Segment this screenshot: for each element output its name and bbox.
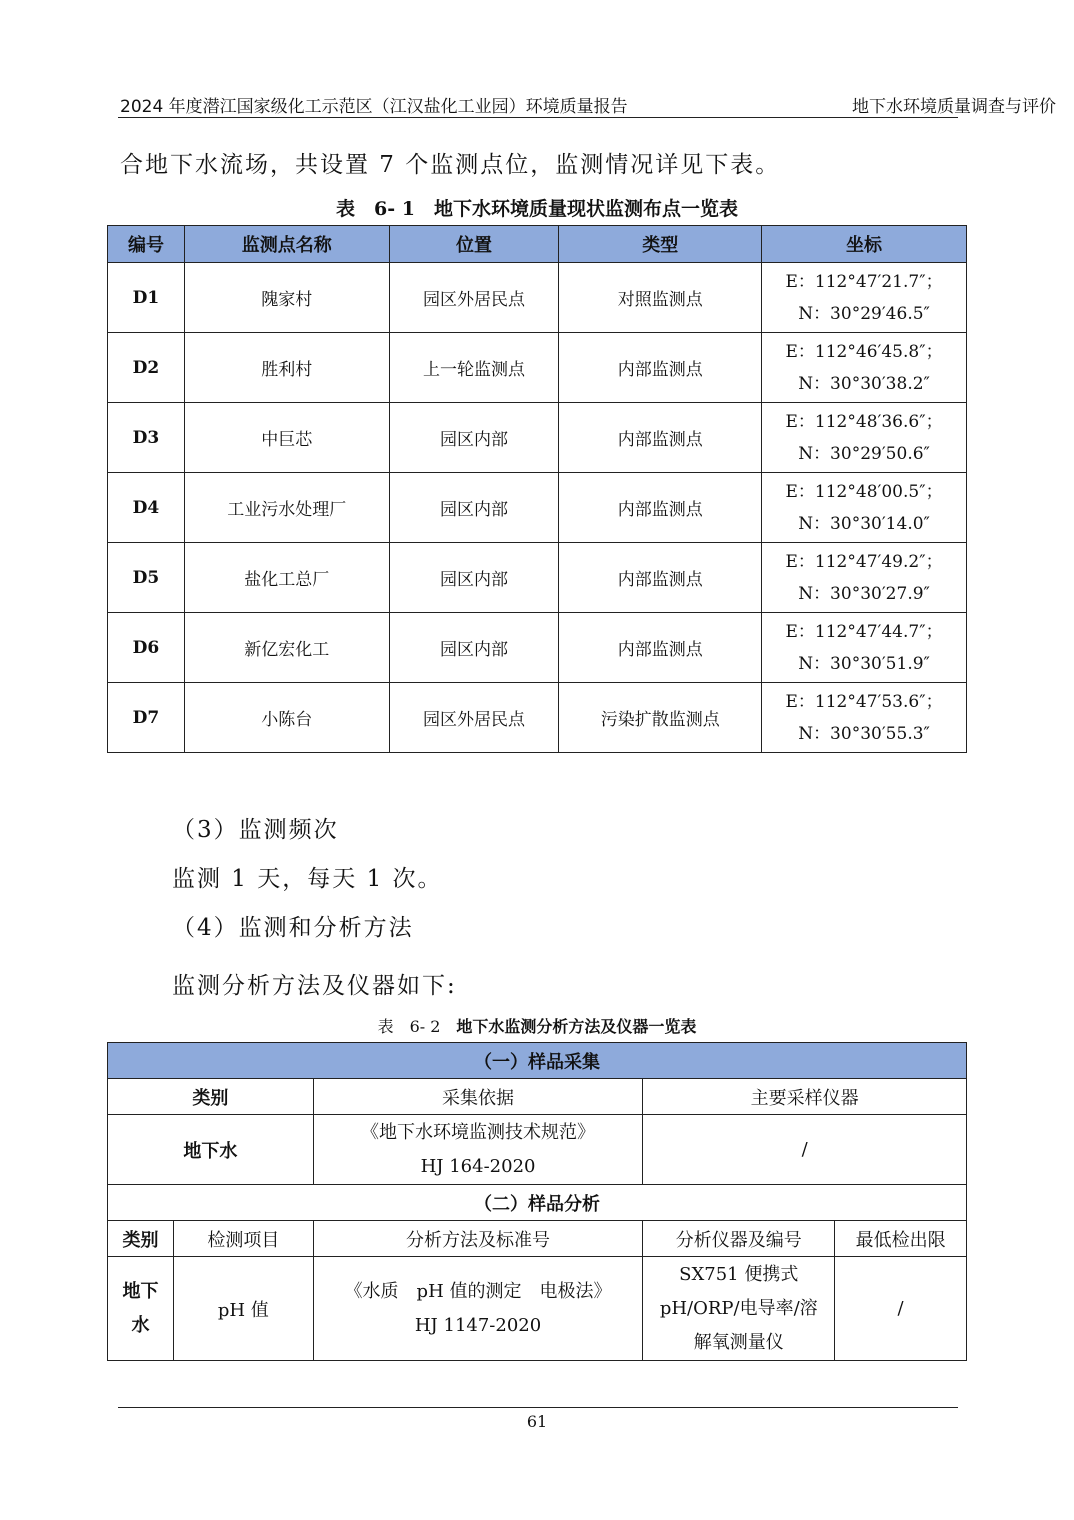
sampling-category-cell: 地下水 (108, 1115, 314, 1185)
column-header: 监测点名称 (184, 226, 389, 263)
table2-caption-title: 地下水监测分析方法及仪器一览表 (456, 1017, 697, 1036)
column-header: 坐标 (762, 226, 967, 263)
analysis-methods-table (107, 1042, 967, 1361)
point-location-cell: 园区外居民点 (389, 263, 559, 333)
point-id-cell: D4 (108, 473, 185, 543)
coordinate-east: E：112°47′53.6″； (785, 691, 943, 712)
coordinate-east: E：112°47′44.7″； (785, 621, 943, 642)
coordinate-east: E：112°47′21.7″； (785, 271, 943, 292)
point-type-cell: 内部监测点 (559, 403, 762, 473)
sampling-section-band: （一）样品采集 (108, 1043, 967, 1079)
column-header: 主要采样仪器 (643, 1079, 967, 1115)
point-type-cell: 内部监测点 (559, 613, 762, 683)
coordinate-north: N：30°30′14.0″ (798, 513, 930, 534)
header-chapter-title: 地下水环境质量调查与评价 (852, 97, 1056, 117)
table2-caption (0, 1014, 1074, 1037)
point-name-cell: 盐化工总厂 (184, 543, 389, 613)
section4-title: （4）监测和分析方法 (172, 915, 414, 941)
section3-title: （3）监测频次 (172, 817, 339, 843)
point-location-cell: 园区内部 (389, 613, 559, 683)
table-row (108, 543, 967, 613)
column-header: 类别 (108, 1079, 314, 1115)
section3-text: 监测 1 天，每天 1 次。 (172, 866, 443, 892)
column-header: 类别 (108, 1221, 174, 1257)
coordinate-north: N：30°29′46.5″ (798, 303, 930, 324)
coordinate-east: E：112°48′36.6″； (785, 411, 943, 432)
coordinate-east: E：112°48′00.5″； (785, 481, 943, 502)
table-row (108, 473, 967, 543)
point-location-cell: 园区内部 (389, 473, 559, 543)
point-coordinate-cell (762, 403, 967, 473)
analysis-section-band: （二）样品分析 (108, 1185, 967, 1221)
point-name-cell: 胜利村 (184, 333, 389, 403)
point-id-cell: D7 (108, 683, 185, 753)
sampling-basis-cell (313, 1115, 643, 1185)
column-header: 类型 (559, 226, 762, 263)
analysis-method-code: HJ 1147-2020 (414, 1314, 542, 1336)
page-number: 61 (526, 1412, 548, 1431)
sampling-instrument-cell: / (643, 1115, 967, 1185)
table1-caption: 表 6- 1 地下水环境质量现状监测布点一览表 (336, 198, 738, 220)
monitoring-points-table (107, 225, 967, 753)
column-header: 编号 (108, 226, 185, 263)
point-type-cell: 内部监测点 (559, 473, 762, 543)
analysis-category-line: 水 (131, 1314, 150, 1336)
point-name-cell: 新亿宏化工 (184, 613, 389, 683)
table-row (108, 333, 967, 403)
analysis-category-cell (108, 1257, 174, 1361)
point-coordinate-cell (762, 543, 967, 613)
point-type-cell: 污染扩散监测点 (559, 683, 762, 753)
analysis-item-cell: pH 值 (173, 1257, 313, 1361)
point-type-cell: 对照监测点 (559, 263, 762, 333)
table-row (108, 263, 967, 333)
analysis-method-cell (313, 1257, 643, 1361)
sampling-basis-line: 《地下水环境监测技术规范》 (361, 1121, 596, 1143)
point-type-cell: 内部监测点 (559, 543, 762, 613)
point-id-cell: D1 (108, 263, 185, 333)
point-location-cell: 园区内部 (389, 403, 559, 473)
table-header-row (108, 226, 967, 263)
sampling-basis-code: HJ 164-2020 (420, 1155, 536, 1177)
point-location-cell: 上一轮监测点 (389, 333, 559, 403)
coordinate-north: N：30°30′55.3″ (798, 723, 930, 744)
header-divider (118, 117, 958, 118)
point-name-cell: 中巨芯 (184, 403, 389, 473)
column-header: 分析仪器及编号 (643, 1221, 835, 1257)
column-header: 采集依据 (313, 1079, 643, 1115)
table-row (108, 683, 967, 753)
coordinate-east: E：112°47′49.2″； (785, 551, 943, 572)
point-coordinate-cell (762, 333, 967, 403)
point-location-cell: 园区内部 (389, 543, 559, 613)
point-name-cell: 隗家村 (184, 263, 389, 333)
point-coordinate-cell (762, 683, 967, 753)
analysis-instrument-line: 解氧测量仪 (693, 1331, 784, 1353)
header-report-title: 2024 年度潜江国家级化工示范区（江汉盐化工业园）环境质量报告 (120, 97, 628, 117)
coordinate-north: N：30°30′51.9″ (798, 653, 930, 674)
analysis-method-line: 《水质 pH 值的测定 电极法》 (344, 1280, 612, 1302)
coordinate-north: N：30°29′50.6″ (798, 443, 930, 464)
column-header: 分析方法及标准号 (313, 1221, 643, 1257)
table2-caption-number: 表 6- 2 (377, 1017, 457, 1036)
analysis-limit-cell: / (835, 1257, 967, 1361)
table-row (108, 613, 967, 683)
point-id-cell: D5 (108, 543, 185, 613)
point-id-cell: D2 (108, 333, 185, 403)
point-type-cell: 内部监测点 (559, 333, 762, 403)
footer-divider (118, 1407, 958, 1408)
column-header: 位置 (389, 226, 559, 263)
column-header: 检测项目 (173, 1221, 313, 1257)
point-coordinate-cell (762, 263, 967, 333)
analysis-category-line: 地下 (122, 1280, 159, 1302)
point-id-cell: D3 (108, 403, 185, 473)
table-row (108, 403, 967, 473)
coordinate-north: N：30°30′38.2″ (798, 373, 930, 394)
intro-paragraph: 合地下水流场，共设置 7 个监测点位，监测情况详见下表。 (120, 152, 781, 178)
point-coordinate-cell (762, 613, 967, 683)
section4-text: 监测分析方法及仪器如下: (172, 973, 457, 999)
analysis-instrument-line: SX751 便携式 (679, 1263, 799, 1285)
analysis-instrument-line: pH/ORP/电导率/溶 (659, 1297, 818, 1319)
point-name-cell: 小陈台 (184, 683, 389, 753)
coordinate-east: E：112°46′45.8″； (785, 341, 943, 362)
point-name-cell: 工业污水处理厂 (184, 473, 389, 543)
coordinate-north: N：30°30′27.9″ (798, 583, 930, 604)
column-header: 最低检出限 (835, 1221, 967, 1257)
point-location-cell: 园区外居民点 (389, 683, 559, 753)
point-id-cell: D6 (108, 613, 185, 683)
point-coordinate-cell (762, 473, 967, 543)
analysis-instrument-cell (643, 1257, 835, 1361)
